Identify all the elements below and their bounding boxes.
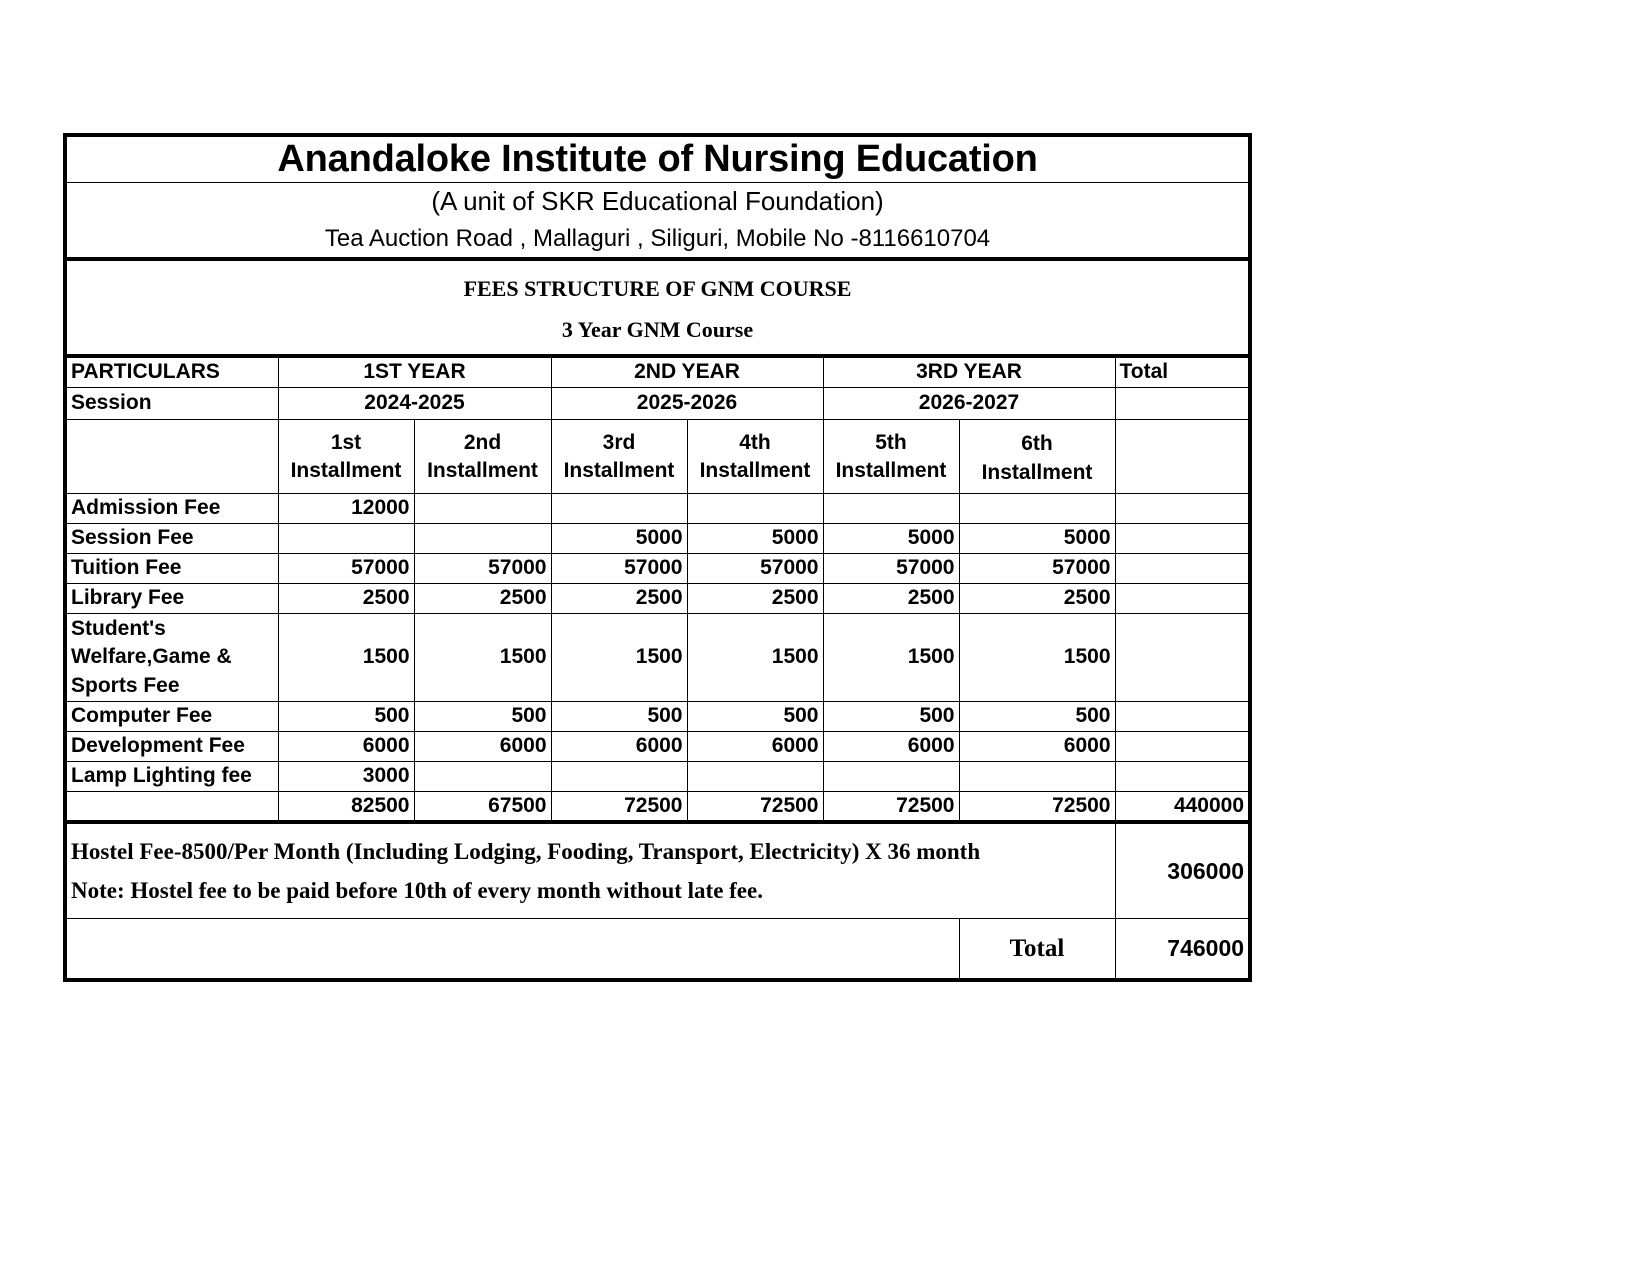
subtotal-row xyxy=(65,792,1250,823)
doc-title: FEES STRUCTURE OF GNM COURSE xyxy=(65,259,1250,311)
row-value: 6000 xyxy=(687,732,823,762)
row-total xyxy=(1115,732,1250,762)
row-value: 12000 xyxy=(278,494,414,524)
row-value: 6000 xyxy=(823,732,959,762)
col-header-particulars: PARTICULARS xyxy=(65,356,278,388)
session-row xyxy=(65,388,1250,420)
col-header-year-1: 1ST YEAR xyxy=(278,356,551,388)
row-label: Development Fee xyxy=(65,732,278,762)
session-year-2: 2025-2026 xyxy=(551,388,823,420)
row-value: 500 xyxy=(687,702,823,732)
row-value: 5000 xyxy=(823,524,959,554)
row-value: 3000 xyxy=(278,762,414,792)
row-value: 500 xyxy=(823,702,959,732)
row-total xyxy=(1115,524,1250,554)
subtotal-value: 82500 xyxy=(278,792,414,823)
row-total xyxy=(1115,584,1250,614)
col-header-year-2: 2ND YEAR xyxy=(551,356,823,388)
subtotal-value: 72500 xyxy=(823,792,959,823)
installment-word-4: Installment xyxy=(699,458,811,482)
row-value: 57000 xyxy=(551,554,687,584)
row-value xyxy=(823,762,959,792)
org-unit: (A unit of SKR Educational Foundation) xyxy=(65,182,1250,220)
row-value: 57000 xyxy=(959,554,1115,584)
row-value: 2500 xyxy=(959,584,1115,614)
row-value: 5000 xyxy=(551,524,687,554)
org-name: Anandaloke Institute of Nursing Education xyxy=(65,135,1250,182)
table-row xyxy=(65,554,1250,584)
fees-structure-document xyxy=(63,133,1248,982)
row-value: 500 xyxy=(959,702,1115,732)
row-value: 6000 xyxy=(959,732,1115,762)
table-row xyxy=(65,524,1250,554)
row-value xyxy=(278,524,414,554)
row-value: 57000 xyxy=(414,554,551,584)
row-value: 1500 xyxy=(414,614,551,702)
subtotal-value: 67500 xyxy=(414,792,551,823)
grand-total-amount: 746000 xyxy=(1115,918,1250,980)
table-bottom-stub xyxy=(63,940,1248,962)
row-label: Admission Fee xyxy=(65,494,278,524)
row-value xyxy=(959,494,1115,524)
hostel-amount: 306000 xyxy=(1115,822,1250,918)
row-value: 1500 xyxy=(551,614,687,702)
row-value: 5000 xyxy=(959,524,1115,554)
col-header-year-3: 3RD YEAR xyxy=(823,356,1115,388)
subtotal-value: 72500 xyxy=(687,792,823,823)
table-row xyxy=(65,614,1250,702)
row-label: Session Fee xyxy=(65,524,278,554)
hostel-fee-line: Hostel Fee-8500/Per Month (Including Lodging, Fooding, Transport, Electricity) X 36 month xyxy=(71,838,981,864)
subtotal-grand: 440000 xyxy=(1115,792,1250,823)
hostel-note xyxy=(65,822,1115,918)
row-label-line-2: Welfare,Game & xyxy=(71,645,232,669)
row-value: 6000 xyxy=(278,732,414,762)
table-row xyxy=(65,494,1250,524)
installment-header-2 xyxy=(414,420,551,494)
installment-word-5: Installment xyxy=(835,458,947,482)
doc-title-row xyxy=(65,259,1250,311)
installment-ordinal-3: 3rd xyxy=(602,431,636,455)
installment-ordinal-1: 1st xyxy=(330,431,362,455)
row-value: 57000 xyxy=(823,554,959,584)
installment-header-6: 6th Installment xyxy=(959,420,1115,494)
installment-header-3 xyxy=(551,420,687,494)
row-value xyxy=(551,762,687,792)
installment-ordinal-4: 4th xyxy=(739,431,771,455)
installment-word-2: Installment xyxy=(427,458,538,482)
row-value: 5000 xyxy=(687,524,823,554)
row-value xyxy=(823,494,959,524)
row-value: 6000 xyxy=(551,732,687,762)
org-address-row xyxy=(65,221,1250,259)
row-value: 500 xyxy=(414,702,551,732)
hostel-note-row xyxy=(65,822,1250,918)
row-total xyxy=(1115,554,1250,584)
row-value xyxy=(959,762,1115,792)
row-value: 2500 xyxy=(551,584,687,614)
hostel-note-line: Note: Hostel fee to be paid before 10th of every month without late fee. xyxy=(71,878,763,904)
row-label: Tuition Fee xyxy=(65,554,278,584)
row-value: 1500 xyxy=(278,614,414,702)
row-total xyxy=(1115,702,1250,732)
table-row xyxy=(65,732,1250,762)
subtotal-value: 72500 xyxy=(959,792,1115,823)
row-value: 57000 xyxy=(687,554,823,584)
col-header-total: Total xyxy=(1115,356,1250,388)
row-value xyxy=(687,762,823,792)
row-value: 1500 xyxy=(959,614,1115,702)
row-value: 500 xyxy=(278,702,414,732)
row-value: 1500 xyxy=(687,614,823,702)
installment-header-5 xyxy=(823,420,959,494)
row-value xyxy=(687,494,823,524)
course-line: 3 Year GNM Course xyxy=(65,310,1250,356)
subtotal-label xyxy=(65,792,278,823)
row-value: 500 xyxy=(551,702,687,732)
installment-header-row xyxy=(65,420,1250,494)
row-value xyxy=(414,494,551,524)
session-label: Session xyxy=(65,388,278,420)
session-year-3: 2026-2027 xyxy=(823,388,1115,420)
installment-word-1: Installment xyxy=(290,458,402,482)
row-value xyxy=(551,494,687,524)
installment-ordinal-5: 5th xyxy=(875,431,907,455)
row-value: 2500 xyxy=(278,584,414,614)
session-year-1: 2024-2025 xyxy=(278,388,551,420)
row-label: Library Fee xyxy=(65,584,278,614)
course-line-row xyxy=(65,310,1250,356)
installment-header-1 xyxy=(278,420,414,494)
row-label-line-1: Student's xyxy=(71,617,166,640)
row-value xyxy=(414,762,551,792)
subtotal-value: 72500 xyxy=(551,792,687,823)
row-label: Computer Fee xyxy=(65,702,278,732)
table-row xyxy=(65,702,1250,732)
table-row xyxy=(65,584,1250,614)
installment-header-4 xyxy=(687,420,823,494)
org-unit-row xyxy=(65,182,1250,220)
row-value: 57000 xyxy=(278,554,414,584)
row-value xyxy=(414,524,551,554)
row-value: 6000 xyxy=(414,732,551,762)
installment-ordinal-2: 2nd xyxy=(463,431,502,455)
row-value: 2500 xyxy=(687,584,823,614)
installment-header-blank xyxy=(65,420,278,494)
year-header-row xyxy=(65,356,1250,388)
row-value: 1500 xyxy=(823,614,959,702)
row-value: 2500 xyxy=(823,584,959,614)
row-total xyxy=(1115,494,1250,524)
row-value: 2500 xyxy=(414,584,551,614)
row-total xyxy=(1115,614,1250,702)
installment-header-total xyxy=(1115,420,1250,494)
org-name-row xyxy=(65,135,1250,182)
row-label-line-3: Sports Fee xyxy=(71,673,180,697)
installment-word-3: Installment xyxy=(563,458,675,482)
grand-total-label: Total xyxy=(959,918,1115,980)
fees-table xyxy=(63,133,1252,982)
row-label xyxy=(65,614,278,702)
table-row xyxy=(65,762,1250,792)
row-label: Lamp Lighting fee xyxy=(65,762,278,792)
org-address: Tea Auction Road , Mallaguri , Siliguri, Mobile No -8116610704 xyxy=(65,221,1250,259)
session-total xyxy=(1115,388,1250,420)
row-total xyxy=(1115,762,1250,792)
